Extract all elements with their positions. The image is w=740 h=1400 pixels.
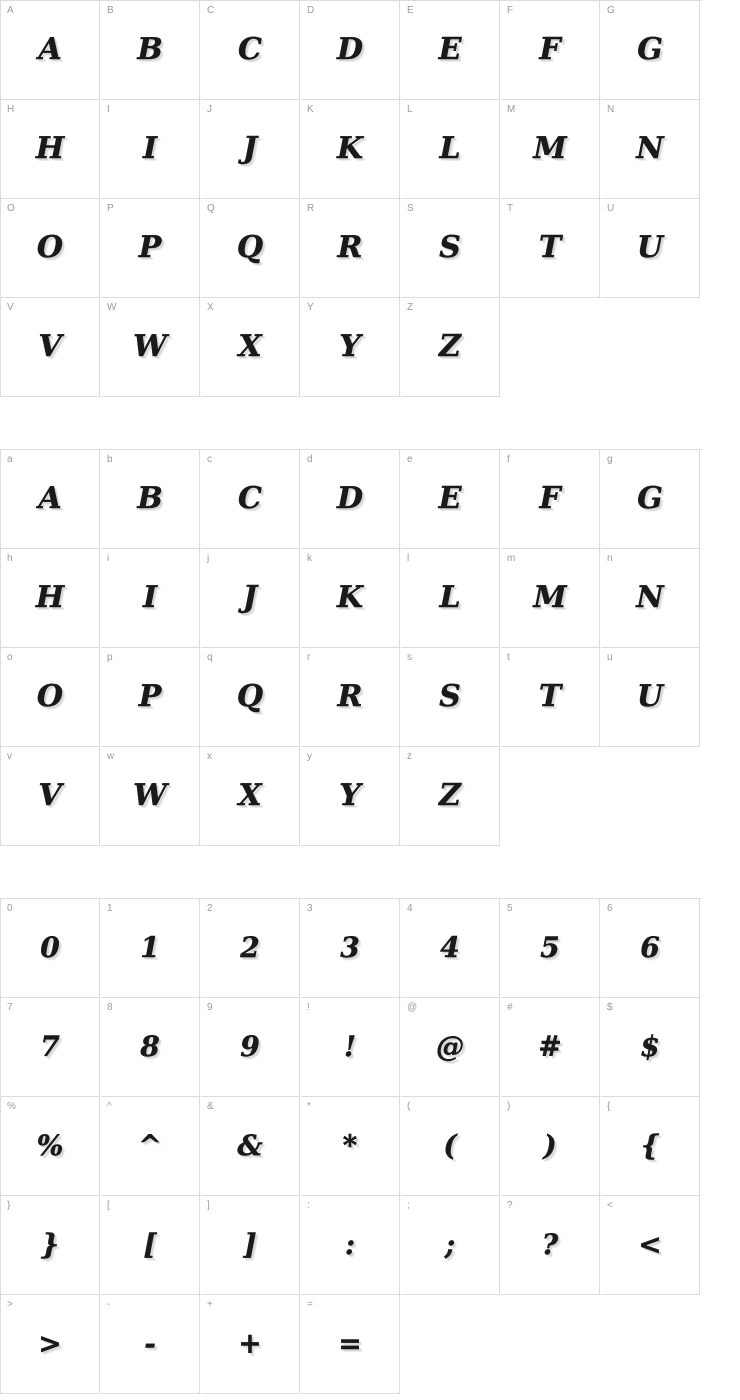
glyph-character: + [238,1327,262,1360]
glyph-cell[interactable] [601,199,700,298]
glyph-character: { [640,1129,659,1162]
glyph-code-label: A [7,5,14,16]
glyph-code-label: p [107,652,113,663]
glyph-cell[interactable] [101,298,200,397]
glyph-code-label: ! [307,1002,310,1013]
glyph-character: [ [143,1228,157,1261]
glyph-cell[interactable] [201,549,300,648]
glyph-cell[interactable] [101,1295,200,1394]
glyph-cell[interactable] [301,1295,400,1394]
glyph-cell[interactable] [601,549,700,648]
glyph-cell[interactable] [401,100,500,199]
glyph-code-label: 1 [107,903,113,914]
glyph-cell[interactable] [401,747,500,846]
glyph-cell[interactable] [201,298,300,397]
glyph-cell[interactable] [401,998,500,1097]
glyph-character: R [337,679,363,714]
glyph-code-label: S [407,203,414,214]
glyph-character: ( [443,1129,457,1162]
glyph-character: D [336,32,363,67]
glyph-code-label: M [507,104,516,115]
glyph-code-label: ] [207,1200,210,1211]
glyph-character: 7 [40,1030,60,1063]
glyph-code-label: E [407,5,414,16]
glyph-character: P [138,679,162,714]
glyph-character: S [439,679,461,714]
glyph-code-label: [ [107,1200,110,1211]
glyph-code-label: z [407,751,412,762]
glyph-character: 6 [640,931,660,964]
glyph-character: K [336,131,364,166]
glyph-code-label: B [107,5,114,16]
glyph-character: S [439,230,461,265]
glyph-cell[interactable] [501,1,600,100]
glyph-character: L [439,580,461,615]
glyph-code-label: n [607,553,613,564]
glyph-cell[interactable] [501,1097,600,1196]
glyph-code-label: t [507,652,510,663]
glyph-character: M [533,580,567,615]
glyph-character: C [238,32,262,67]
glyph-character: ; [444,1228,456,1261]
glyph-cell[interactable] [601,1097,700,1196]
glyph-cell[interactable] [1,199,100,298]
glyph-character: 2 [240,931,260,964]
glyph-cell[interactable] [201,1295,300,1394]
glyph-character: ] [243,1228,257,1261]
glyph-character: L [439,131,461,166]
glyph-code-label: R [307,203,315,214]
glyph-code-label: 2 [207,903,213,914]
glyph-code-label: h [7,553,13,564]
glyph-cell[interactable] [501,899,600,998]
glyph-character: D [336,481,363,516]
glyph-cell[interactable] [301,1097,400,1196]
glyph-code-label: x [207,751,212,762]
glyph-character: V [38,329,62,364]
glyph-character: ^ [138,1129,162,1162]
glyph-code-label: P [107,203,114,214]
glyph-character: W [133,329,167,364]
glyph-cell[interactable] [401,199,500,298]
glyph-character: $ [640,1030,660,1063]
glyph-character: * [342,1129,358,1162]
glyph-cell[interactable] [501,648,600,747]
glyph-cell[interactable] [101,998,200,1097]
section-divider-1 [0,397,740,449]
glyph-character: M [533,131,567,166]
glyph-character: 3 [340,931,360,964]
glyph-cell[interactable] [1,899,100,998]
glyph-character: 5 [540,931,560,964]
glyph-cell[interactable] [301,549,400,648]
glyph-character: 0 [40,931,60,964]
glyph-code-label: ; [407,1200,410,1211]
glyph-character: E [438,32,462,67]
glyph-character: O [36,230,64,265]
glyph-code-label: g [607,454,613,465]
glyph-cell[interactable] [601,899,700,998]
glyph-code-label: ) [507,1101,511,1112]
glyph-character: Z [439,778,461,813]
glyph-character: I [142,131,158,166]
glyph-character: B [137,32,163,67]
glyph-code-label: k [307,553,312,564]
glyph-code-label: c [207,454,212,465]
glyph-code-label: f [507,454,510,465]
glyph-cell[interactable] [301,648,400,747]
glyph-cell[interactable] [101,899,200,998]
glyph-code-label: ( [407,1101,411,1112]
glyph-cell[interactable] [101,199,200,298]
glyph-code-label: X [207,302,214,313]
glyph-cell[interactable] [1,1196,100,1295]
glyph-character: O [36,679,64,714]
glyph-code-label: Y [307,302,314,313]
glyph-character: } [40,1228,59,1261]
glyph-code-label: U [607,203,615,214]
glyph-character: : [344,1228,356,1261]
section-divider-2 [0,846,740,898]
symbols-glyph-grid [0,898,702,1394]
glyph-cell[interactable] [101,1,200,100]
glyph-character: Z [439,329,461,364]
glyph-code-label: o [7,652,13,663]
glyph-character: B [137,481,163,516]
glyph-character: X [238,778,262,813]
glyph-character: F [539,32,561,67]
glyph-cell[interactable] [601,100,700,199]
glyph-cell[interactable] [201,450,300,549]
glyph-code-label: W [107,302,117,313]
glyph-cell[interactable] [401,549,500,648]
glyph-cell[interactable] [101,648,200,747]
glyph-cell[interactable] [201,648,300,747]
glyph-character: = [338,1327,362,1360]
glyph-character: 1 [140,931,160,964]
glyph-character: E [438,481,462,516]
lowercase-glyph-grid [0,449,702,846]
glyph-cell[interactable] [501,199,600,298]
glyph-character: N [636,131,664,166]
glyph-cell[interactable] [301,100,400,199]
glyph-code-label: J [207,104,212,115]
glyph-character: > [38,1327,62,1360]
glyph-cell[interactable] [401,450,500,549]
glyph-code-label: L [407,104,413,115]
glyph-code-label: 6 [607,903,613,914]
glyph-cell[interactable] [201,899,300,998]
glyph-code-label: s [407,652,412,663]
glyph-character: J [242,131,258,166]
glyph-character: I [142,580,158,615]
glyph-character: 9 [240,1030,260,1063]
glyph-character: J [242,580,258,615]
glyph-character: Y [339,329,361,364]
uppercase-section [0,0,740,397]
glyph-code-label: & [207,1101,214,1112]
glyph-cell[interactable] [501,450,600,549]
glyph-cell[interactable] [301,899,400,998]
glyph-code-label: 3 [307,903,313,914]
glyph-code-label: @ [407,1002,418,1013]
glyph-code-label: O [7,203,15,214]
glyph-code-label: 4 [407,903,413,914]
glyph-cell[interactable] [401,648,500,747]
glyph-cell[interactable] [1,450,100,549]
glyph-code-label: + [207,1299,213,1310]
glyph-code-label: r [307,652,311,663]
glyph-code-label: : [307,1200,310,1211]
lowercase-section [0,449,740,846]
glyph-code-label: I [107,104,110,115]
glyph-character: V [38,778,62,813]
glyph-character: @ [436,1030,464,1063]
glyph-character: X [238,329,262,364]
glyph-character: 4 [440,931,460,964]
glyph-code-label: Q [207,203,215,214]
glyph-cell[interactable] [1,998,100,1097]
glyph-character: & [237,1129,263,1162]
glyph-character: U [636,679,664,714]
glyph-code-label: N [607,104,615,115]
glyph-code-label: y [307,751,312,762]
glyph-code-label: ? [507,1200,513,1211]
glyph-character: H [35,580,65,615]
glyph-code-label: 9 [207,1002,213,1013]
glyph-cell[interactable] [301,1,400,100]
glyph-character: < [638,1228,662,1261]
glyph-character: - [144,1327,156,1360]
glyph-code-label: = [307,1299,313,1310]
glyph-cell[interactable] [401,1196,500,1295]
glyph-character: G [637,481,663,516]
glyph-cell[interactable] [201,747,300,846]
glyph-code-label: # [507,1002,513,1013]
glyph-character: C [238,481,262,516]
glyph-code-label: j [207,553,210,564]
glyph-cell[interactable] [301,747,400,846]
glyph-cell[interactable] [301,998,400,1097]
glyph-code-label: u [607,652,613,663]
glyph-cell[interactable] [1,1295,100,1394]
glyph-character: P [138,230,162,265]
glyph-code-label: w [107,751,115,762]
glyph-code-label: ^ [107,1101,112,1112]
glyph-cell[interactable] [401,1,500,100]
glyph-cell[interactable] [101,1097,200,1196]
glyph-code-label: F [507,5,514,16]
glyph-cell[interactable] [501,1196,600,1295]
glyph-cell[interactable] [101,549,200,648]
glyph-code-label: l [407,553,410,564]
glyph-cell[interactable] [401,1097,500,1196]
symbols-section [0,898,740,1394]
glyph-code-label: V [7,302,14,313]
glyph-cell[interactable] [1,1,100,100]
glyph-cell[interactable] [201,199,300,298]
glyph-cell[interactable] [601,450,700,549]
glyph-cell[interactable] [401,899,500,998]
glyph-cell[interactable] [201,1196,300,1295]
glyph-character: T [538,230,562,265]
glyph-code-label: m [507,553,516,564]
glyph-character: Y [339,778,361,813]
glyph-cell[interactable] [501,100,600,199]
glyph-character: U [636,230,664,265]
glyph-code-label: i [107,553,110,564]
glyph-cell[interactable] [201,1,300,100]
glyph-code-label: H [7,104,15,115]
glyph-code-label: b [107,454,113,465]
glyph-cell[interactable] [1,100,100,199]
glyph-character: % [36,1129,64,1162]
glyph-code-label: 7 [7,1002,13,1013]
glyph-code-label: K [307,104,314,115]
glyph-character: N [636,580,664,615]
glyph-character: # [538,1030,562,1063]
glyph-character: H [35,131,65,166]
glyph-character: T [538,679,562,714]
glyph-code-label: - [107,1299,111,1310]
glyph-cell[interactable] [1,549,100,648]
glyph-character: Q [236,679,264,714]
glyph-code-label: Z [407,302,414,313]
glyph-code-label: d [307,454,313,465]
glyph-cell[interactable] [501,549,600,648]
glyph-cell[interactable] [1,747,100,846]
uppercase-glyph-grid [0,0,702,397]
glyph-character: W [133,778,167,813]
glyph-cell[interactable] [1,298,100,397]
glyph-character: A [38,481,62,516]
glyph-code-label: % [7,1101,16,1112]
glyph-cell[interactable] [301,298,400,397]
glyph-character: A [38,32,62,67]
glyph-cell[interactable] [101,1196,200,1295]
glyph-cell[interactable] [301,199,400,298]
glyph-cell[interactable] [201,1097,300,1196]
glyph-code-label: } [7,1200,11,1211]
glyph-cell[interactable] [101,100,200,199]
glyph-cell[interactable] [601,1196,700,1295]
glyph-cell[interactable] [501,998,600,1097]
glyph-cell[interactable] [301,450,400,549]
glyph-character: ! [343,1030,357,1063]
glyph-code-label: e [407,454,413,465]
glyph-cell[interactable] [101,450,200,549]
glyph-cell[interactable] [601,1,700,100]
glyph-character: R [337,230,363,265]
glyph-code-label: v [7,751,12,762]
glyph-character: 8 [140,1030,160,1063]
glyph-code-label: T [507,203,514,214]
glyph-code-label: 0 [7,903,13,914]
glyph-code-label: D [307,5,315,16]
glyph-cell[interactable] [601,648,700,747]
glyph-cell[interactable] [201,998,300,1097]
glyph-character: ? [541,1228,559,1261]
glyph-code-label: a [7,454,13,465]
glyph-character: K [336,580,364,615]
glyph-character: ) [543,1129,557,1162]
glyph-character: G [637,32,663,67]
glyph-code-label: 5 [507,903,513,914]
glyph-cell[interactable] [201,100,300,199]
glyph-code-label: > [7,1299,13,1310]
glyph-code-label: q [207,652,213,663]
glyph-cell[interactable] [101,747,200,846]
glyph-code-label: < [607,1200,613,1211]
glyph-character: Q [236,230,264,265]
glyph-character: F [539,481,561,516]
glyph-code-label: * [307,1101,311,1112]
glyph-code-label: $ [607,1002,613,1013]
glyph-cell[interactable] [1,648,100,747]
glyph-cell[interactable] [301,1196,400,1295]
glyph-cell[interactable] [401,298,500,397]
glyph-code-label: { [607,1101,611,1112]
glyph-cell[interactable] [1,1097,100,1196]
glyph-code-label: 8 [107,1002,113,1013]
glyph-code-label: G [607,5,615,16]
glyph-code-label: C [207,5,215,16]
glyph-cell[interactable] [601,998,700,1097]
